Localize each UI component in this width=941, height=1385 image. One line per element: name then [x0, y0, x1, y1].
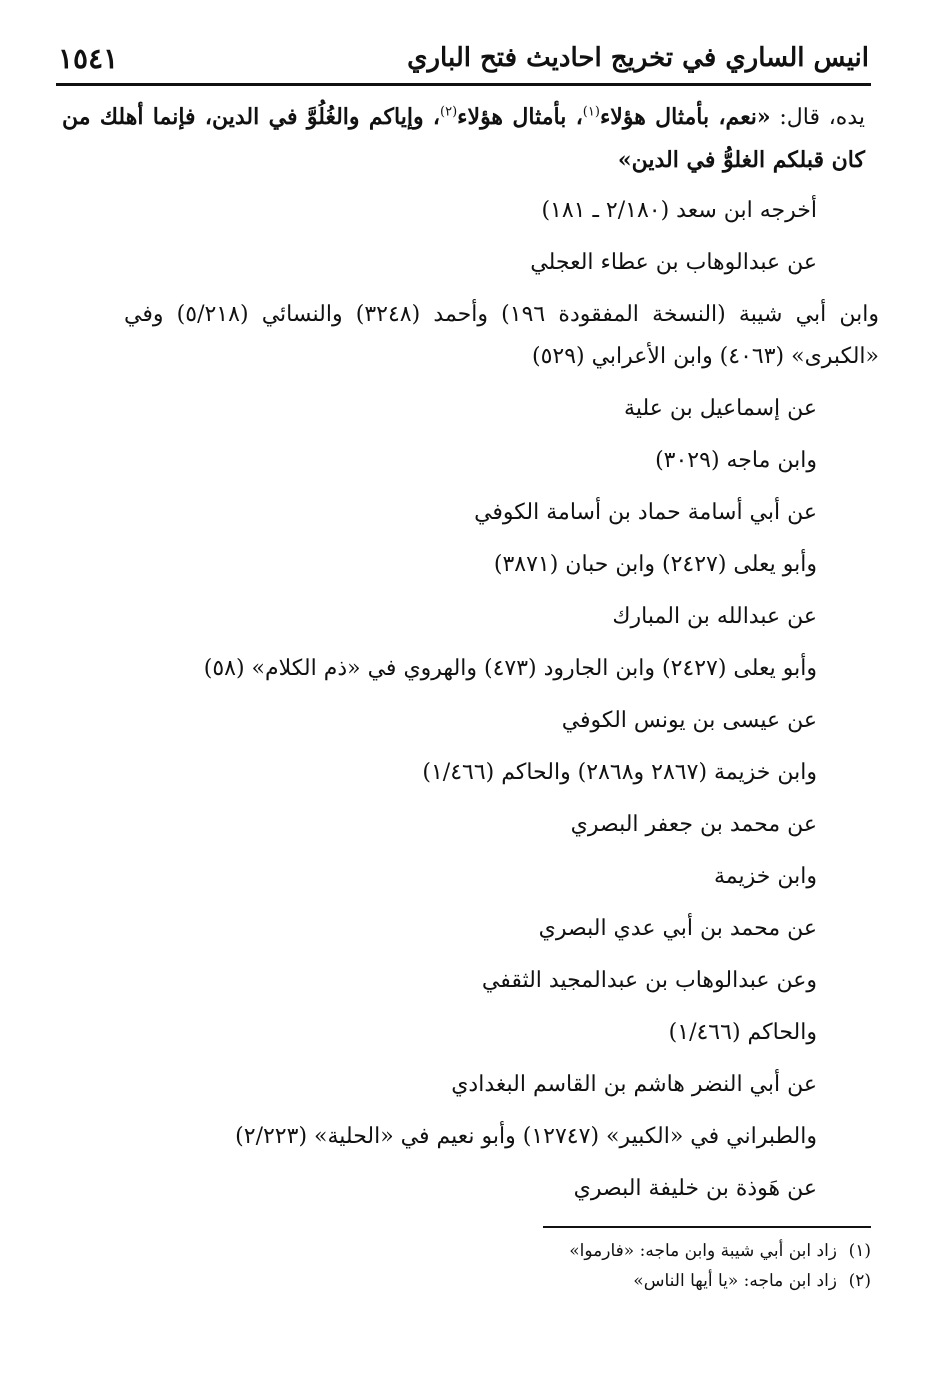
footnote-item — [300, 1236, 871, 1266]
footnote-ref-1[interactable]: (١) — [582, 104, 600, 120]
hadith-paragraph — [62, 96, 865, 182]
footnote-item — [300, 1266, 871, 1296]
takhrij-line: أخرجه ابن سعد (٢/١٨٠ ـ ١٨١) — [541, 198, 817, 223]
footnotes — [300, 1236, 871, 1296]
takhrij-line: عن عيسى بن يونس الكوفي — [561, 708, 817, 733]
takhrij-line: عن أبي النضر هاشم بن القاسم البغدادي — [451, 1072, 817, 1097]
intro-lead: يده، قال: — [770, 105, 865, 130]
footnote-number: (١) — [848, 1241, 871, 1261]
hadith-quote-3: ، وإياكم والغُلُوَّ في الدين، فإنما أهلك من كان قبلكم الغلوُّ في الدين» — [62, 104, 865, 173]
takhrij-line: وابن خزيمة (٢٨٦٧ و٢٨٦٨) والحاكم (١/٤٦٦) — [422, 760, 817, 785]
running-title: انيس الساري في تخريج احاديث فتح الباري — [407, 43, 869, 73]
takhrij-line: عن عبدالوهاب بن عطاء العجلي — [530, 250, 817, 275]
takhrij-line: عن عبدالله بن المبارك — [612, 604, 817, 629]
takhrij-line: والطبراني في «الكبير» (١٢٧٤٧) وأبو نعيم في «الحلية» (٢/٢٢٣) — [235, 1124, 817, 1149]
takhrij-line: عن هَوذة بن خليفة البصري — [573, 1176, 817, 1201]
takhrij-line: عن إسماعيل بن علية — [624, 396, 817, 421]
takhrij-line: وابن خزيمة — [714, 864, 817, 889]
takhrij-list — [62, 190, 879, 1220]
page-header — [58, 36, 869, 80]
takhrij-line: عن محمد بن أبي عدي البصري — [538, 916, 817, 941]
takhrij-line: وأبو يعلى (٢٤٢٧) وابن حبان (٣٨٧١) — [493, 552, 817, 577]
takhrij-line: وأبو يعلى (٢٤٢٧) وابن الجارود (٤٧٣) والهروي في «ذم الكلام» (٥٨) — [203, 656, 817, 681]
takhrij-line: وابن أبي شيبة (النسخة المفقودة ١٩٦) وأحمد (٣٢٤٨) والنسائي (٥/٢١٨) وفي «الكبرى» (٤٠٦٣) وابن الأعرابي (٥٢٩) — [124, 302, 879, 369]
takhrij-line: عن أبي أسامة حماد بن أسامة الكوفي — [474, 500, 817, 525]
hadith-quote-1: «نعم، بأمثال هؤلاء — [599, 104, 771, 130]
footnote-ref-2[interactable]: (٢) — [440, 104, 458, 120]
body-text — [62, 96, 865, 182]
takhrij-line: عن محمد بن جعفر البصري — [570, 812, 817, 837]
page-number: ١٥٤١ — [58, 41, 119, 75]
footnote-rule — [543, 1226, 871, 1228]
takhrij-line: والحاكم (١/٤٦٦) — [668, 1020, 817, 1045]
footnote-text: زاد ابن ماجه: «يا أيها الناس» — [633, 1271, 837, 1291]
takhrij-line: وابن ماجه (٣٠٢٩) — [655, 448, 817, 473]
footnote-text: زاد ابن أبي شيبة وابن ماجه: «فارموا» — [569, 1241, 837, 1261]
footnote-number: (٢) — [848, 1271, 871, 1291]
header-rule — [56, 83, 871, 86]
hadith-quote-2: ، بأمثال هؤلاء — [457, 104, 583, 130]
takhrij-line: وعن عبدالوهاب بن عبدالمجيد الثقفي — [481, 968, 817, 993]
